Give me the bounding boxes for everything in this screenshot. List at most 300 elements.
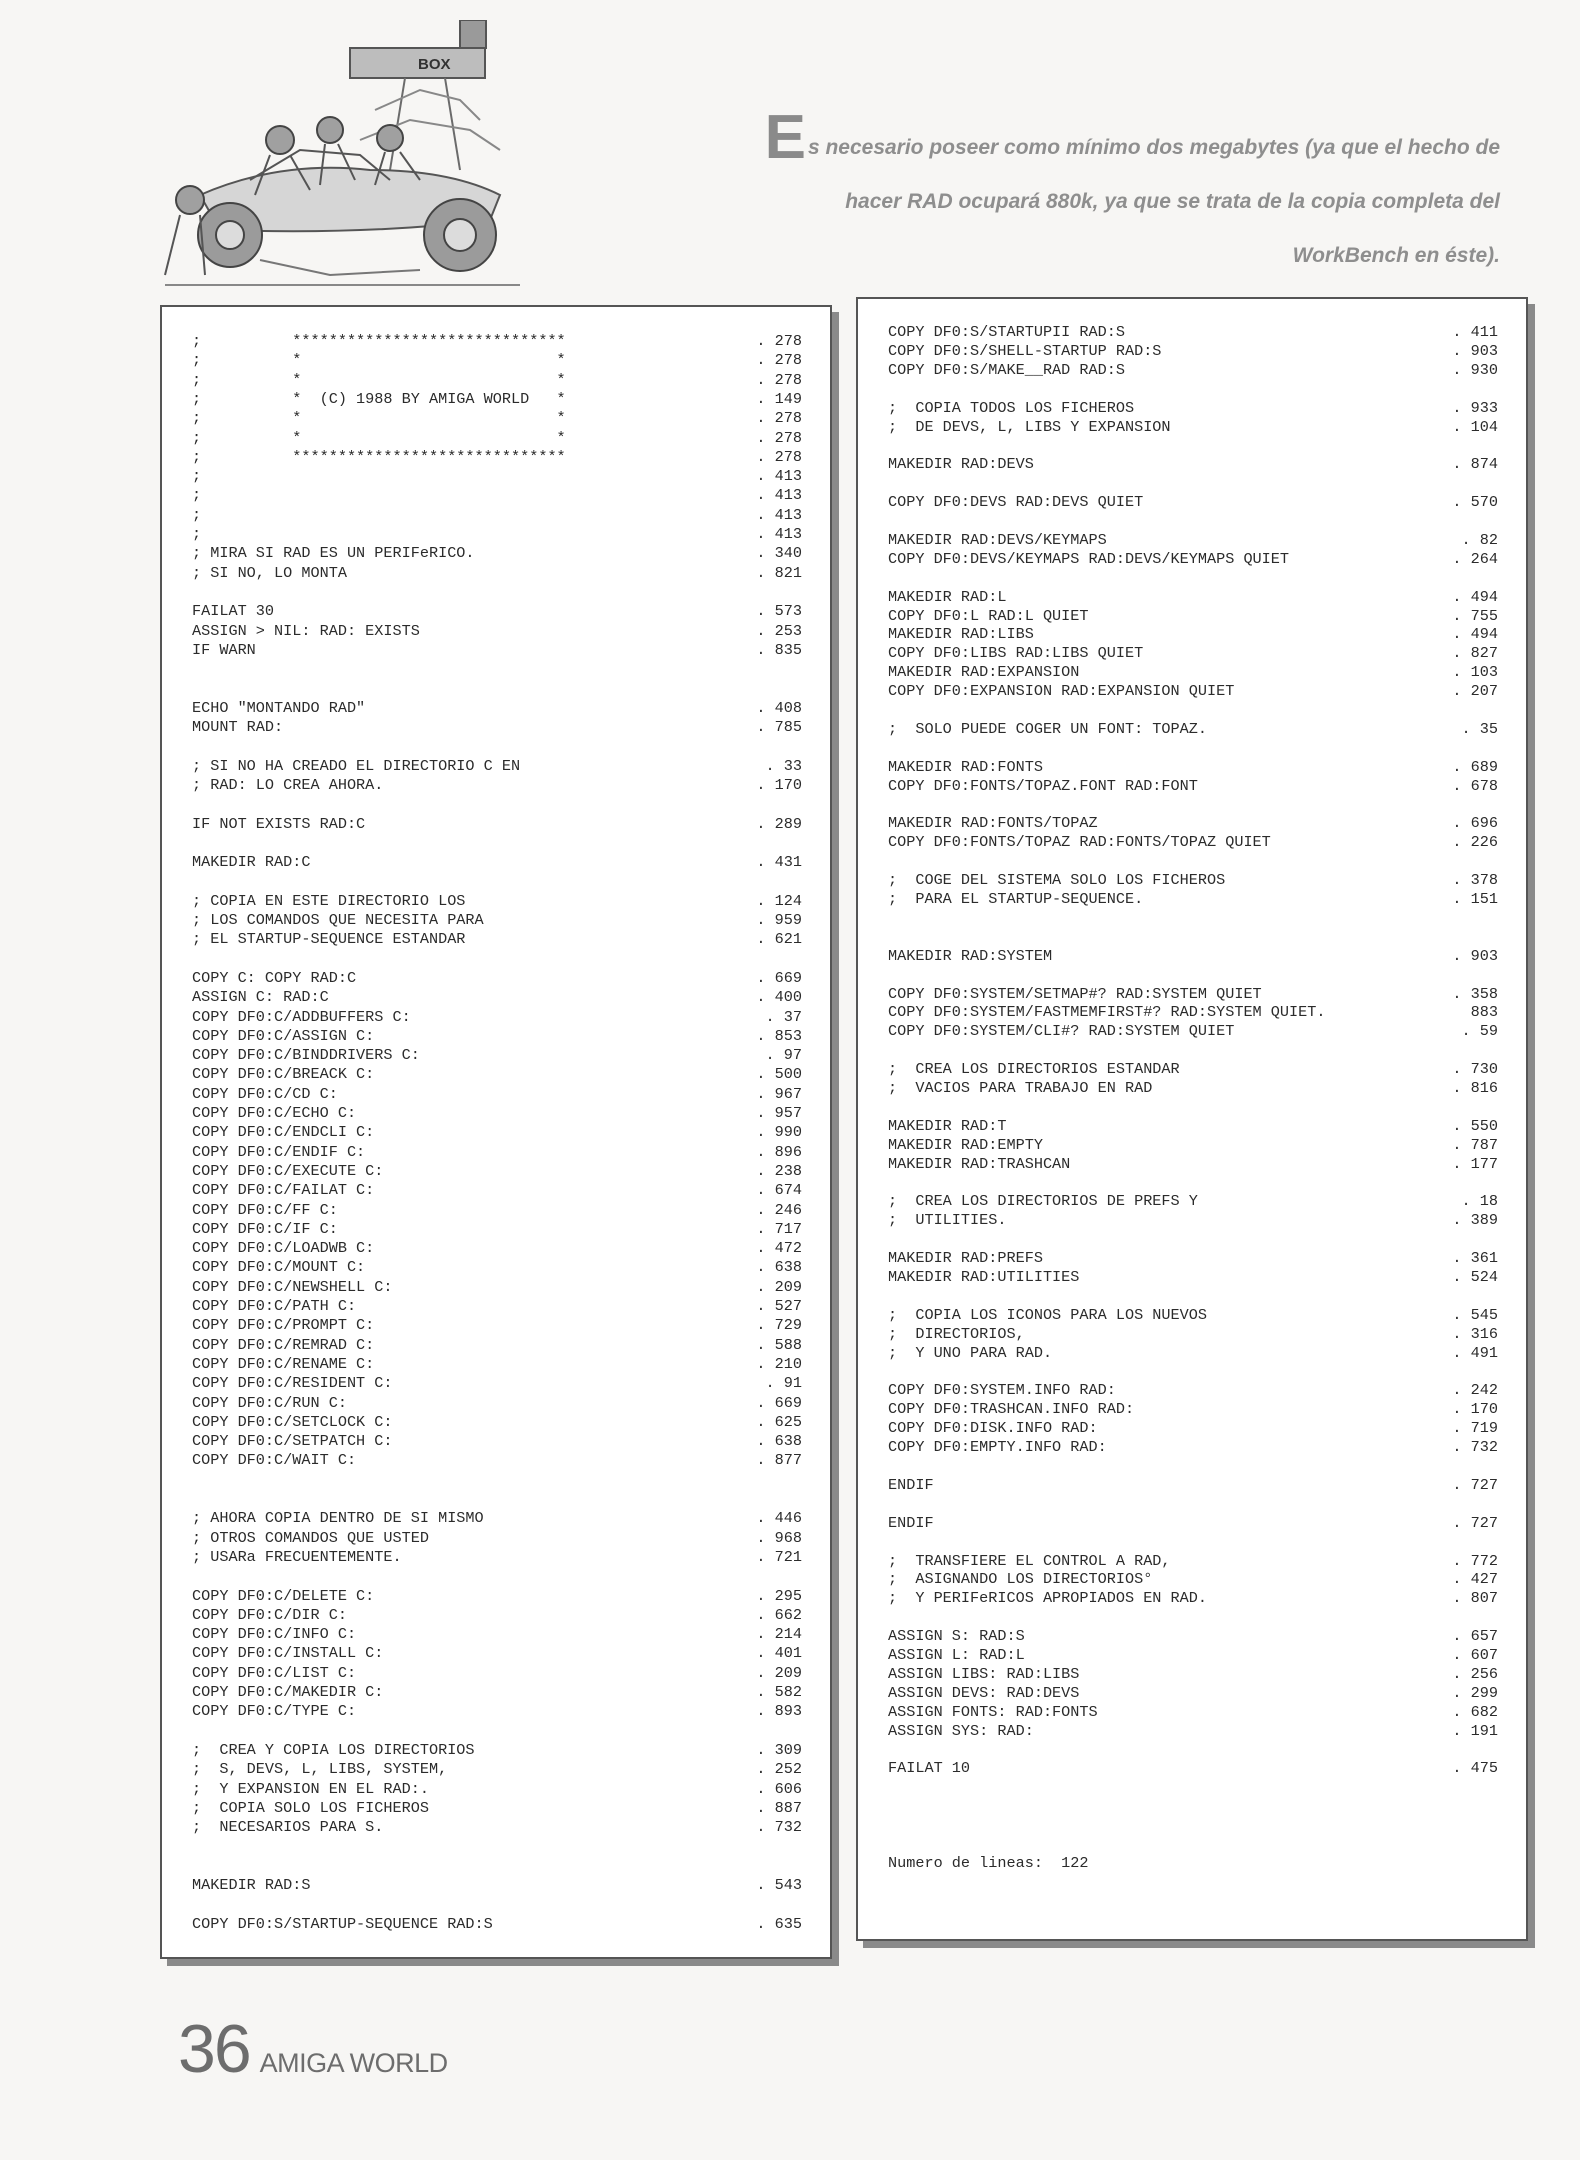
code-line: [162, 718, 830, 738]
code-line-text: COPY DF0:FONTS/TOPAZ.FONT RAD:FONT: [888, 776, 1198, 795]
code-line: [858, 1570, 1526, 1590]
code-line-checksum: . 378: [1452, 871, 1498, 890]
code-line-checksum: . 214: [756, 1625, 802, 1644]
code-line: [858, 512, 1526, 532]
code-line-checksum: . 413: [756, 486, 802, 505]
code-line: [162, 1451, 830, 1471]
code-line-text: COPY DF0:S/SHELL-STARTUP RAD:S: [888, 341, 1162, 360]
code-line: [162, 660, 830, 680]
code-line-text: ; DIRECTORIOS,: [888, 1324, 1025, 1343]
code-line-checksum: . 361: [1452, 1249, 1498, 1268]
code-line-text: COPY DF0:C/ECHO C:: [192, 1104, 357, 1122]
code-line-text: ; TRANSFIERE EL CONTROL A RAD,: [888, 1551, 1171, 1570]
code-line: [162, 1123, 830, 1143]
code-line-checksum: . 37: [765, 1007, 802, 1026]
code-line-checksum: . 97: [765, 1046, 802, 1065]
code-line-text: ; RAD: LO CREA AHORA.: [192, 775, 384, 794]
code-line-checksum: . 494: [1452, 625, 1498, 644]
code-line-text: COPY DF0:TRASHCAN.INFO RAD:: [888, 1400, 1135, 1419]
code-line-text: COPY DF0:C/TYPE C:: [192, 1702, 357, 1721]
code-line-text: ASSIGN S: RAD:S: [888, 1627, 1025, 1646]
code-line: [858, 1098, 1526, 1118]
code-line-text: ; Y UNO PARA RAD.: [888, 1343, 1053, 1362]
code-line-text: COPY DF0:C/CD C:: [192, 1084, 338, 1103]
code-line: [162, 911, 830, 931]
code-line: [858, 814, 1526, 834]
code-line-checksum: . 933: [1452, 398, 1498, 417]
code-line: [162, 371, 830, 391]
code-line: [858, 1684, 1526, 1704]
code-line-checksum: . 151: [1452, 890, 1498, 908]
code-line: [162, 622, 830, 642]
code-line: [162, 1683, 830, 1703]
code-line-text: ; COPIA TODOS LOS FICHEROS: [888, 398, 1135, 417]
code-line: [858, 985, 1526, 1005]
code-line-checksum: . 635: [756, 1914, 802, 1933]
code-line-text: ASSIGN FONTS: RAD:FONTS: [888, 1702, 1098, 1721]
code-line: [858, 550, 1526, 570]
code-line-text: COPY DF0:FONTS/TOPAZ RAD:FONTS/TOPAZ QUIET: [888, 833, 1271, 852]
code-line-checksum: . 413: [756, 467, 802, 486]
code-line: [162, 1432, 830, 1452]
code-line-text: COPY DF0:C/ENDIF C:: [192, 1142, 366, 1161]
code-line: [162, 583, 830, 603]
code-line-checksum: . 719: [1452, 1419, 1498, 1438]
code-line-checksum: . 278: [756, 370, 802, 389]
code-line-text: COPY DF0:S/STARTUPII RAD:S: [888, 323, 1125, 341]
code-line: [858, 1816, 1526, 1836]
code-line-text: MAKEDIR RAD:FONTS/TOPAZ: [888, 814, 1098, 833]
code-line-checksum: . 678: [1452, 776, 1498, 795]
code-line: [162, 1490, 830, 1510]
code-line: [858, 1268, 1526, 1288]
code-line: [858, 1854, 1526, 1874]
code-line-checksum: . 177: [1452, 1154, 1498, 1173]
code-line-checksum: . 278: [756, 332, 802, 350]
code-line-text: MAKEDIR RAD:L: [888, 587, 1007, 606]
code-line-checksum: . 278: [756, 447, 802, 466]
code-line-checksum: . 807: [1452, 1589, 1498, 1608]
code-line: [858, 474, 1526, 494]
intro-line-3: WorkBench en éste).: [1292, 244, 1500, 267]
code-line-text: ; VACIOS PARA TRABAJO EN RAD: [888, 1079, 1153, 1097]
code-line-text: MAKEDIR RAD:SYSTEM: [888, 946, 1053, 965]
code-line-checksum: . 431: [756, 853, 802, 872]
code-line-checksum: . 550: [1452, 1116, 1498, 1135]
code-line: [162, 950, 830, 970]
code-line: [162, 1258, 830, 1278]
code-line-text: MAKEDIR RAD:LIBS: [888, 625, 1034, 644]
code-listing-left: [162, 307, 830, 1957]
code-line-text: COPY DF0:C/DELETE C:: [192, 1586, 375, 1605]
code-line-checksum: . 500: [756, 1065, 802, 1084]
code-line-text: COPY DF0:C/FF C:: [192, 1200, 338, 1219]
code-line-checksum: . 401: [756, 1644, 802, 1663]
intro-line-1: [610, 103, 1500, 175]
code-line-text: ; USARa FRECUENTEMENTE.: [192, 1547, 402, 1566]
code-line-checksum: . 170: [1452, 1400, 1498, 1419]
code-line-text: ENDIF: [888, 1475, 934, 1494]
code-line: [858, 947, 1526, 967]
code-line-checksum: . 727: [1452, 1513, 1498, 1532]
code-line-checksum: . 827: [1452, 644, 1498, 663]
code-line-text: COPY DF0:C/BREACK C:: [192, 1065, 375, 1084]
code-line: [858, 871, 1526, 891]
code-line-text: MAKEDIR RAD:FONTS: [888, 757, 1043, 776]
code-line-checksum: . 209: [756, 1277, 802, 1296]
code-line-text: COPY DF0:SYSTEM/FASTMEMFIRST#? RAD:SYSTEM QUIET.: [888, 1003, 1326, 1022]
code-line-checksum: . 475: [1452, 1759, 1498, 1778]
code-line-checksum: . 588: [756, 1335, 802, 1354]
code-line: [162, 1278, 830, 1298]
code-line: [162, 815, 830, 835]
code-line: [858, 1627, 1526, 1647]
code-line: [162, 486, 830, 506]
code-line: [858, 342, 1526, 362]
code-line: [162, 1567, 830, 1587]
code-line: [162, 1297, 830, 1317]
code-line: [858, 1381, 1526, 1401]
code-line: [858, 607, 1526, 627]
code-line-text: COPY DF0:C/ASSIGN C:: [192, 1026, 375, 1045]
code-line-text: COPY DF0:C/SETCLOCK C:: [192, 1412, 393, 1431]
code-line: [858, 777, 1526, 797]
code-line-checksum: . 446: [756, 1509, 802, 1528]
code-line: [162, 564, 830, 584]
code-line: [858, 380, 1526, 400]
code-line-text: COPY DF0:EMPTY.INFO RAD:: [888, 1438, 1107, 1457]
code-line-checksum: . 309: [756, 1740, 802, 1759]
code-line: [162, 1760, 830, 1780]
code-line-checksum: . 289: [756, 814, 802, 833]
code-line: [858, 1192, 1526, 1212]
code-line-checksum: . 104: [1452, 417, 1498, 436]
code-line-checksum: . 662: [756, 1605, 802, 1624]
code-line: [858, 1759, 1526, 1779]
code-line-text: ; MIRA SI RAD ES UN PERIFeRICO.: [192, 544, 475, 563]
code-line-text: ASSIGN SYS: RAD:: [888, 1721, 1034, 1740]
code-line-checksum: . 877: [756, 1451, 802, 1470]
code-line: [858, 436, 1526, 456]
code-line: [858, 1003, 1526, 1023]
code-line: [162, 1471, 830, 1491]
code-line: [858, 739, 1526, 759]
intro-dropcap: E: [764, 103, 806, 172]
code-line: [162, 1529, 830, 1549]
code-line: [858, 852, 1526, 872]
code-line-checksum: . 669: [756, 1393, 802, 1412]
code-line-text: COPY DF0:C/IF C:: [192, 1219, 338, 1238]
code-line-checksum: . 621: [756, 930, 802, 949]
code-line: [162, 988, 830, 1008]
code-line-checksum: . 903: [1452, 946, 1498, 965]
code-line-checksum: . 893: [756, 1702, 802, 1721]
code-line: [858, 758, 1526, 778]
code-line: [162, 1702, 830, 1722]
code-line-text: COPY DF0:DISK.INFO RAD:: [888, 1419, 1098, 1438]
code-line-checksum: . 755: [1452, 606, 1498, 625]
code-line-text: COPY DF0:C/PATH C:: [192, 1297, 357, 1315]
page-number: 36: [178, 2011, 250, 2087]
code-line: [162, 1355, 830, 1375]
page-footer: [178, 2010, 448, 2088]
code-line-checksum: . 103: [1452, 663, 1498, 682]
code-line: [858, 909, 1526, 929]
code-line-text: ; LOS COMANDOS QUE NECESITA PARA: [192, 911, 484, 929]
code-line-text: COPY DF0:C/INFO C:: [192, 1625, 357, 1644]
code-line: [162, 1895, 830, 1915]
code-line-checksum: . 967: [756, 1084, 802, 1103]
code-line: [858, 1174, 1526, 1194]
code-line: [162, 390, 830, 410]
code-line-text: MAKEDIR RAD:DEVS: [888, 455, 1034, 474]
code-line-checksum: . 785: [756, 718, 802, 736]
code-line: [858, 1079, 1526, 1099]
code-line: [162, 1220, 830, 1240]
code-line-text: MAKEDIR RAD:PREFS: [888, 1249, 1043, 1268]
code-line-text: COPY DF0:C/INSTALL C:: [192, 1644, 384, 1663]
code-line-checksum: . 253: [756, 621, 802, 640]
code-line: [162, 1644, 830, 1664]
code-line-checksum: . 91: [765, 1374, 802, 1393]
code-line-checksum: . 527: [756, 1297, 802, 1315]
code-line: [162, 853, 830, 873]
code-line-text: COPY DF0:C/DIR C:: [192, 1605, 347, 1624]
code-line: [162, 467, 830, 487]
code-line-checksum: . 33: [765, 756, 802, 775]
code-line-text: ;: [192, 486, 202, 505]
code-line: [162, 679, 830, 699]
code-line: [162, 699, 830, 719]
code-line-checksum: . 674: [756, 1181, 802, 1200]
code-line: [858, 1438, 1526, 1458]
code-line-checksum: . 242: [1452, 1381, 1498, 1400]
code-line: [162, 1374, 830, 1394]
code-line: [858, 531, 1526, 551]
code-line-text: ; ASIGNANDO LOS DIRECTORIOS°: [888, 1570, 1153, 1589]
code-line-text: COPY DF0:C/BINDDRIVERS C:: [192, 1046, 420, 1065]
code-line-text: COPY DF0:L RAD:L QUIET: [888, 606, 1089, 625]
code-line-checksum: . 278: [756, 409, 802, 428]
code-line: [162, 1780, 830, 1800]
code-line: [858, 1041, 1526, 1061]
code-line-text: COPY DF0:S/MAKE__RAD RAD:S: [888, 360, 1125, 379]
code-line: [162, 641, 830, 661]
code-line-checksum: . 413: [756, 525, 802, 543]
code-line-checksum: . 682: [1452, 1702, 1498, 1721]
code-line-checksum: . 207: [1452, 682, 1498, 701]
code-line-checksum: . 730: [1452, 1060, 1498, 1079]
code-line-text: ; * (C) 1988 BY AMIGA WORLD *: [192, 389, 566, 408]
code-line-checksum: . 35: [1461, 719, 1498, 738]
code-line-checksum: . 721: [756, 1547, 802, 1566]
code-line-text: ; UTILITIES.: [888, 1211, 1007, 1230]
code-line: [162, 602, 830, 622]
code-line-text: ; CREA LOS DIRECTORIOS DE PREFS Y: [888, 1192, 1198, 1211]
code-line-text: ; * *: [192, 370, 566, 389]
code-line-checksum: . 210: [756, 1354, 802, 1373]
code-line: [858, 796, 1526, 816]
code-line-text: ASSIGN > NIL: RAD: EXISTS: [192, 621, 420, 640]
code-line-checksum: . 727: [1452, 1475, 1498, 1494]
box-sign-text: BOX: [418, 56, 451, 73]
code-line-checksum: . 316: [1452, 1324, 1498, 1343]
code-line: [162, 1239, 830, 1259]
code-line-text: MAKEDIR RAD:T: [888, 1116, 1007, 1135]
code-line-checksum: . 408: [756, 698, 802, 717]
code-line-checksum: . 570: [1452, 493, 1498, 512]
code-line: [162, 1818, 830, 1838]
code-line-text: COPY DF0:DEVS RAD:DEVS QUIET: [888, 493, 1144, 512]
code-line: [162, 1799, 830, 1819]
code-line-checksum: . 990: [756, 1123, 802, 1142]
code-line-text: COPY DF0:SYSTEM/SETMAP#? RAD:SYSTEM QUIET: [888, 984, 1262, 1003]
code-line-checksum: . 887: [756, 1798, 802, 1817]
code-line: [858, 323, 1526, 343]
code-line-text: ; ******************************: [192, 332, 566, 350]
code-line-text: MAKEDIR RAD:TRASHCAN: [888, 1154, 1071, 1173]
code-line-checksum: . 252: [756, 1760, 802, 1779]
code-line-text: ; ******************************: [192, 447, 566, 466]
race-car-pit-stop-illustration: [160, 20, 530, 295]
code-line: [858, 418, 1526, 438]
code-line: [858, 1022, 1526, 1042]
code-line: [162, 795, 830, 815]
intro-text: [610, 103, 1500, 283]
code-line: [858, 588, 1526, 608]
code-line: [162, 1201, 830, 1221]
code-line-checksum: . 787: [1452, 1135, 1498, 1154]
code-line: [858, 682, 1526, 702]
code-line: [162, 506, 830, 526]
code-line: [858, 625, 1526, 645]
code-line: [162, 409, 830, 429]
code-line-text: COPY DF0:C/EXECUTE C:: [192, 1161, 384, 1180]
code-line: [858, 928, 1526, 948]
code-line: [858, 1495, 1526, 1515]
code-line: [162, 1162, 830, 1182]
code-line: [162, 1143, 830, 1163]
code-line: [858, 1211, 1526, 1231]
code-line-text: ASSIGN LIBS: RAD:LIBS: [888, 1664, 1080, 1683]
code-line: [858, 1136, 1526, 1156]
code-line-checksum: . 729: [756, 1316, 802, 1335]
code-line-checksum: . 358: [1452, 984, 1498, 1003]
code-line-text: COPY DF0:SYSTEM/CLI#? RAD:SYSTEM QUIET: [888, 1022, 1235, 1041]
code-line-text: COPY DF0:C/ADDBUFFERS C:: [192, 1007, 411, 1026]
code-line-text: COPY DF0:C/LIST C:: [192, 1663, 357, 1682]
code-line-checksum: . 607: [1452, 1646, 1498, 1664]
code-line-checksum: . 582: [756, 1683, 802, 1701]
code-line: [858, 569, 1526, 589]
code-line: [858, 1703, 1526, 1723]
code-line-text: ;: [192, 467, 202, 486]
code-line-checksum: . 543: [756, 1876, 802, 1894]
code-line-text: ; COPIA LOS ICONOS PARA LOS NUEVOS: [888, 1305, 1207, 1324]
code-line-text: ASSIGN C: RAD:C: [192, 988, 329, 1007]
code-line-text: COPY DF0:C/NEWSHELL C:: [192, 1277, 393, 1296]
code-line: [858, 644, 1526, 664]
code-line: [162, 1008, 830, 1028]
code-line-text: ; COPIA SOLO LOS FICHEROS: [192, 1798, 429, 1817]
code-line: [162, 351, 830, 371]
code-line-text: COPY DF0:C/MAKEDIR C:: [192, 1683, 384, 1701]
code-line-text: ; PARA EL STARTUP-SEQUENCE.: [888, 890, 1144, 908]
code-line-text: ; DE DEVS, L, LIBS Y EXPANSION: [888, 417, 1171, 436]
code-line-checksum: . 209: [756, 1663, 802, 1682]
code-line: [162, 544, 830, 564]
code-line-text: IF WARN: [192, 640, 256, 659]
code-line: [162, 1085, 830, 1105]
code-line-checksum: . 238: [756, 1161, 802, 1180]
listing-panel-left: [160, 305, 832, 1959]
code-line: [162, 892, 830, 912]
code-line-checksum: . 930: [1452, 360, 1498, 379]
code-line: [162, 1606, 830, 1626]
code-line-text: COPY DF0:EXPANSION RAD:EXPANSION QUIET: [888, 682, 1235, 701]
intro-line-1-text: s necesario poseer como mínimo dos megabytes (ya que el hecho de: [807, 136, 1500, 159]
code-line-text: MAKEDIR RAD:EXPANSION: [888, 663, 1080, 682]
code-line-text: ; CREA Y COPIA LOS DIRECTORIOS: [192, 1740, 475, 1759]
code-line: [858, 1306, 1526, 1326]
code-line-text: COPY DF0:C/MOUNT C:: [192, 1258, 366, 1277]
code-line: [858, 1835, 1526, 1855]
code-line: [162, 448, 830, 468]
code-line-text: IF NOT EXISTS RAD:C: [192, 814, 366, 833]
code-line-checksum: . 427: [1452, 1570, 1498, 1589]
code-line-checksum: . 340: [756, 544, 802, 563]
code-line-text: COPY DF0:C/RESIDENT C:: [192, 1374, 393, 1393]
code-line-checksum: . 413: [756, 505, 802, 524]
code-line-checksum: . 278: [756, 428, 802, 447]
code-line: [858, 361, 1526, 381]
code-line-text: ; SI NO HA CREADO EL DIRECTORIO C EN: [192, 756, 521, 775]
code-line: [858, 1363, 1526, 1383]
code-line-text: ; S, DEVS, L, LIBS, SYSTEM,: [192, 1760, 448, 1779]
code-line: [858, 1665, 1526, 1685]
code-line-checksum: . 59: [1461, 1022, 1498, 1041]
code-line: [858, 1797, 1526, 1817]
code-line-checksum: . 573: [756, 602, 802, 621]
code-line-checksum: 883: [1470, 1003, 1498, 1022]
code-line-checksum: . 264: [1452, 549, 1498, 568]
code-line: [162, 1722, 830, 1742]
code-line-text: ; Y EXPANSION EN EL RAD:.: [192, 1779, 429, 1798]
code-line-checksum: . 411: [1452, 323, 1498, 341]
code-line: [858, 1287, 1526, 1307]
code-line: [858, 701, 1526, 721]
code-line-checksum: . 657: [1452, 1627, 1498, 1646]
code-line-text: ; COPIA EN ESTE DIRECTORIO LOS: [192, 891, 466, 910]
code-line-checksum: . 732: [1452, 1438, 1498, 1457]
code-line-checksum: . 606: [756, 1779, 802, 1798]
code-line: [858, 1325, 1526, 1345]
code-line: [162, 737, 830, 757]
code-line: [858, 1155, 1526, 1175]
code-line: [858, 1344, 1526, 1364]
code-line: [858, 663, 1526, 683]
code-line-text: MAKEDIR RAD:EMPTY: [888, 1135, 1043, 1154]
code-line: [858, 1778, 1526, 1798]
code-line: [858, 1249, 1526, 1269]
code-line-text: MAKEDIR RAD:S: [192, 1876, 311, 1894]
code-line-text: MAKEDIR RAD:DEVS/KEYMAPS: [888, 530, 1107, 549]
code-line-text: ;: [192, 525, 202, 543]
magazine-name: AMIGA WORLD: [259, 2048, 448, 2078]
code-line: [858, 1060, 1526, 1080]
code-line: [858, 1117, 1526, 1137]
code-line-checksum: . 149: [756, 389, 802, 408]
